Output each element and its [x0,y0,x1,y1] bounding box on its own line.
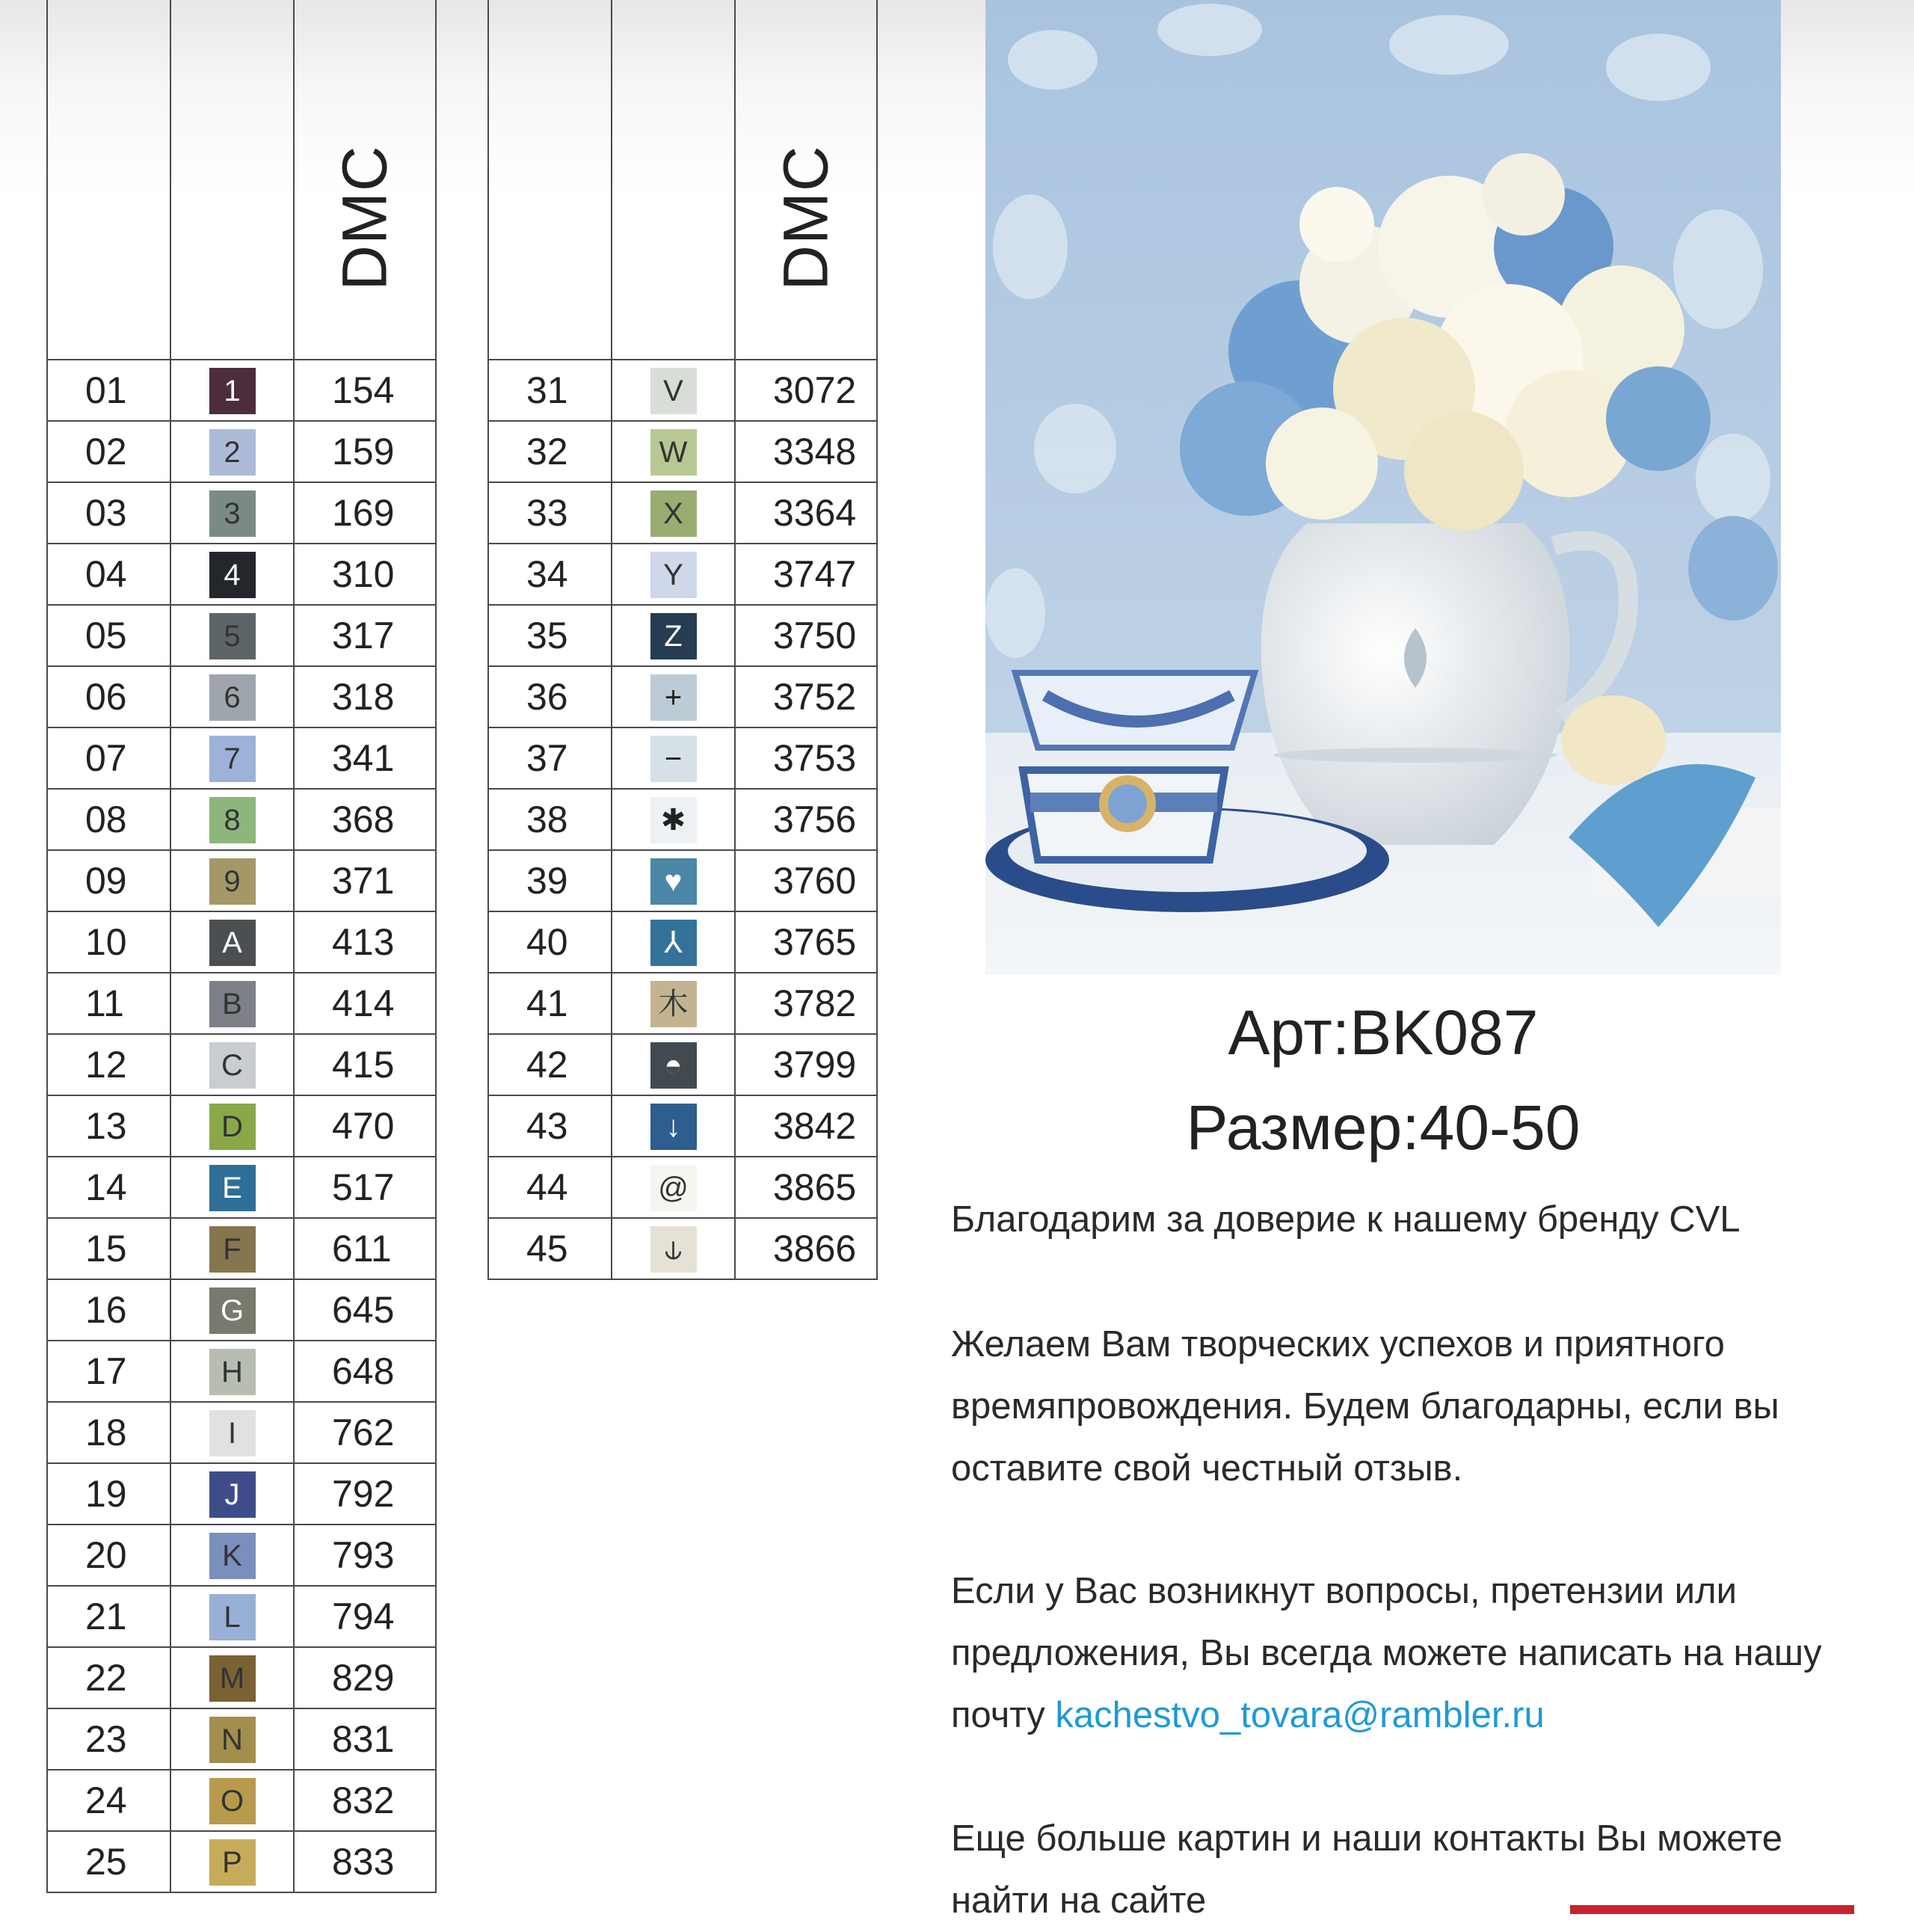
color-swatch: 9 [209,858,256,905]
marking-cell [612,727,735,789]
marking-cell [170,727,294,789]
color-number-cell: 02 [47,421,170,482]
dmc-code-cell: 3753 [735,727,877,789]
color-swatch: W [650,429,697,476]
color-swatch: 4 [209,552,256,598]
marking-cell [170,1525,294,1586]
color-swatch: M [209,1655,256,1702]
color-number-cell: 42 [488,1034,612,1095]
color-swatch: 2 [209,429,256,476]
marking-cell [170,1402,294,1463]
color-number-cell: 23 [47,1708,170,1770]
dmc-code-cell: 413 [294,911,436,973]
dmc-code-cell: 3760 [735,850,877,911]
color-number-cell: 41 [488,973,612,1034]
color-number-cell: 16 [47,1279,170,1341]
color-number-cell: 33 [488,482,612,544]
marking-cell [170,421,294,482]
header-marking [170,0,294,360]
dmc-code-cell: 317 [294,605,436,666]
color-number-cell: 45 [488,1218,612,1279]
dmc-code-cell: 3752 [735,666,877,727]
color-number-cell: 11 [47,973,170,1034]
dmc-code-cell: 3750 [735,605,877,666]
table-row [47,360,436,421]
color-number-cell: 13 [47,1095,170,1157]
table-row [47,1279,436,1341]
dmc-code-cell: 154 [294,360,436,421]
table-row [488,605,877,666]
color-swatch: ◓ [650,1042,697,1089]
contact-text [951,1560,1871,1747]
color-swatch: C [209,1042,256,1089]
color-swatch: N [209,1717,256,1763]
marking-cell [170,1708,294,1770]
table-row [47,1218,436,1279]
color-table-left [46,0,437,1893]
color-number-cell: 39 [488,850,612,911]
marking-cell [170,973,294,1034]
color-number-cell: 31 [488,360,612,421]
dmc-code-cell: 368 [294,789,436,850]
color-swatch: Y [650,552,697,598]
dmc-code-cell: 611 [294,1218,436,1279]
color-number-cell: 10 [47,911,170,973]
color-number-cell: 04 [47,544,170,605]
marking-cell [612,605,735,666]
marking-cell [170,666,294,727]
color-number-cell: 36 [488,666,612,727]
dmc-code-cell: 517 [294,1157,436,1218]
marking-cell [612,973,735,1034]
color-number-cell: 34 [488,544,612,605]
marking-cell [170,605,294,666]
marking-cell [612,789,735,850]
color-swatch: J [209,1471,256,1518]
dmc-code-cell: 829 [294,1647,436,1708]
color-swatch: ⽊ [650,981,697,1027]
table-row [47,789,436,850]
brand-logo-strip [1570,1905,1854,1914]
color-number-cell: 21 [47,1586,170,1647]
dmc-code-cell: 793 [294,1525,436,1586]
color-swatch: O [209,1778,256,1824]
dmc-code-cell: 414 [294,973,436,1034]
color-swatch: L [209,1594,256,1640]
table-row [47,1831,436,1892]
more-text: Еще больше картин и наши контакты Вы можете найти на сайте [951,1818,1783,1921]
color-number-cell: 20 [47,1525,170,1586]
table-row [488,850,877,911]
dmc-code-cell: 3364 [735,482,877,544]
table-row [47,911,436,973]
marking-cell [612,1218,735,1279]
color-swatch: H [209,1349,256,1395]
dmc-code-cell: 645 [294,1279,436,1341]
color-swatch: B [209,981,256,1027]
marking-cell [612,850,735,911]
dmc-code-cell: 3842 [735,1095,877,1157]
dmc-code-cell: 792 [294,1463,436,1525]
color-number-cell: 03 [47,482,170,544]
table-row [488,1218,877,1279]
color-number-cell: 09 [47,850,170,911]
color-number-cell: 15 [47,1218,170,1279]
table-row [488,421,877,482]
table-row [47,850,436,911]
table-row [47,1525,436,1586]
color-number-cell: 07 [47,727,170,789]
marking-cell [170,360,294,421]
marking-cell [170,789,294,850]
color-swatch: + [650,674,697,721]
dmc-code-cell: 832 [294,1770,436,1831]
color-number-cell: 25 [47,1831,170,1892]
color-number-cell: 43 [488,1095,612,1157]
table-row [47,1095,436,1157]
marking-cell [170,1831,294,1892]
marking-cell [170,1218,294,1279]
table-row [47,1157,436,1218]
color-swatch: Z [650,613,697,659]
color-number-cell: 08 [47,789,170,850]
article-size: Размер:40-50 [1186,1092,1581,1163]
color-swatch: 1 [209,368,256,414]
marking-cell [612,1034,735,1095]
color-swatch: I [209,1410,256,1456]
color-swatch: V [650,368,697,414]
dmc-code-cell: 3348 [735,421,877,482]
wish-text: Желаем Вам творческих успехов и приятного времяпровождения. Будем благодарны, если вы оставите свой честный отзыв. [951,1324,1779,1489]
color-swatch: P [209,1839,256,1886]
color-number-cell: 01 [47,360,170,421]
dmc-code-cell: 159 [294,421,436,482]
color-number-cell: 44 [488,1157,612,1218]
marking-cell [612,911,735,973]
marking-cell [170,1279,294,1341]
dmc-code-cell: 3765 [735,911,877,973]
table-header-row [47,0,436,360]
color-swatch: 5 [209,613,256,659]
table-row [488,360,877,421]
marking-cell [170,1770,294,1831]
dmc-code-cell: 3072 [735,360,877,421]
dmc-code-cell: 3747 [735,544,877,605]
dmc-code-cell: 169 [294,482,436,544]
email-link[interactable]: kachestvo_tovara@rambler.ru [1055,1695,1545,1735]
product-photo [985,0,1781,975]
dmc-code-cell: 831 [294,1708,436,1770]
header-dmc: DMC [735,0,877,360]
color-swatch: ♥ [650,858,697,905]
marking-cell [170,544,294,605]
table-row [47,1402,436,1463]
table-row [47,973,436,1034]
header-color-number [488,0,612,360]
marking-cell [170,911,294,973]
marking-cell [170,1463,294,1525]
dmc-code-cell: 794 [294,1586,436,1647]
marking-cell [170,1341,294,1402]
marking-cell [170,1034,294,1095]
color-number-cell: 14 [47,1157,170,1218]
color-number-cell: 38 [488,789,612,850]
dmc-code-cell: 310 [294,544,436,605]
dmc-code-cell: 3756 [735,789,877,850]
dmc-code-cell: 371 [294,850,436,911]
color-table-right [487,0,878,1280]
dmc-code-cell: 833 [294,1831,436,1892]
table-row [47,544,436,605]
color-number-cell: 35 [488,605,612,666]
table-row [488,789,877,850]
color-swatch: K [209,1533,256,1579]
table-row [47,727,436,789]
color-swatch: D [209,1104,256,1150]
dmc-code-cell: 648 [294,1341,436,1402]
marking-cell [612,421,735,482]
color-swatch: F [209,1226,256,1273]
color-number-cell: 37 [488,727,612,789]
table-row [47,1708,436,1770]
color-swatch: X [650,490,697,537]
dmc-code-cell: 3866 [735,1218,877,1279]
article-code: Арт:BK087 [1228,997,1539,1068]
table-row [488,666,877,727]
header-color-number [47,0,170,360]
header-marking [612,0,735,360]
table-row [47,1647,436,1708]
marking-cell [170,850,294,911]
marking-cell [170,1586,294,1647]
color-number-cell: 12 [47,1034,170,1095]
color-number-cell: 24 [47,1770,170,1831]
table-row [47,605,436,666]
table-row [488,1095,877,1157]
color-swatch: E [209,1165,256,1211]
color-swatch: 8 [209,797,256,843]
table-row [488,544,877,605]
color-swatch: ⅄ [650,920,697,966]
table-row [47,666,436,727]
dmc-code-cell: 415 [294,1034,436,1095]
marking-cell [170,1095,294,1157]
table-row [488,727,877,789]
table-row [47,1770,436,1831]
header-dmc: DMC [294,0,436,360]
color-number-cell: 22 [47,1647,170,1708]
marking-cell [612,1095,735,1157]
table-row [488,911,877,973]
marking-cell [170,1157,294,1218]
color-swatch: @ [650,1165,697,1211]
color-swatch: G [209,1288,256,1334]
marking-cell [170,1647,294,1708]
color-swatch: 7 [209,736,256,782]
table-row [488,1034,877,1095]
color-number-cell: 06 [47,666,170,727]
table-header-row [488,0,877,360]
thanks-text: Благодарим за доверие к нашему бренду CVL [951,1199,1741,1240]
color-swatch: ↓ [650,1104,697,1150]
marking-cell [612,482,735,544]
dmc-code-cell: 3865 [735,1157,877,1218]
table-row [488,973,877,1034]
marking-cell [612,1157,735,1218]
color-number-cell: 32 [488,421,612,482]
color-number-cell: 17 [47,1341,170,1402]
color-number-cell: 40 [488,911,612,973]
table-row [47,1586,436,1647]
dmc-code-cell: 762 [294,1402,436,1463]
marking-cell [612,544,735,605]
table-row [488,1157,877,1218]
marking-cell [612,360,735,421]
table-row [488,482,877,544]
table-row [47,1463,436,1525]
color-number-cell: 19 [47,1463,170,1525]
table-row [47,1034,436,1095]
color-swatch: 6 [209,674,256,721]
dmc-code-cell: 3782 [735,973,877,1034]
dmc-code-cell: 341 [294,727,436,789]
color-swatch: A [209,920,256,966]
contact-body: Если у Вас возникнут вопросы, претензии или предложения, Вы всегда можете написать на нашу почту [951,1571,1822,1735]
color-swatch: ✱ [650,797,697,843]
color-swatch: − [650,736,697,782]
table-row [47,421,436,482]
color-number-cell: 05 [47,605,170,666]
table-row [47,1341,436,1402]
dmc-code-cell: 3799 [735,1034,877,1095]
flower-vase-illustration [985,0,1781,975]
marking-cell [170,482,294,544]
dmc-code-cell: 318 [294,666,436,727]
color-swatch: 3 [209,490,256,537]
color-swatch: ⫝ [650,1226,697,1273]
marking-cell [612,666,735,727]
table-row [47,482,436,544]
color-number-cell: 18 [47,1402,170,1463]
dmc-code-cell: 470 [294,1095,436,1157]
